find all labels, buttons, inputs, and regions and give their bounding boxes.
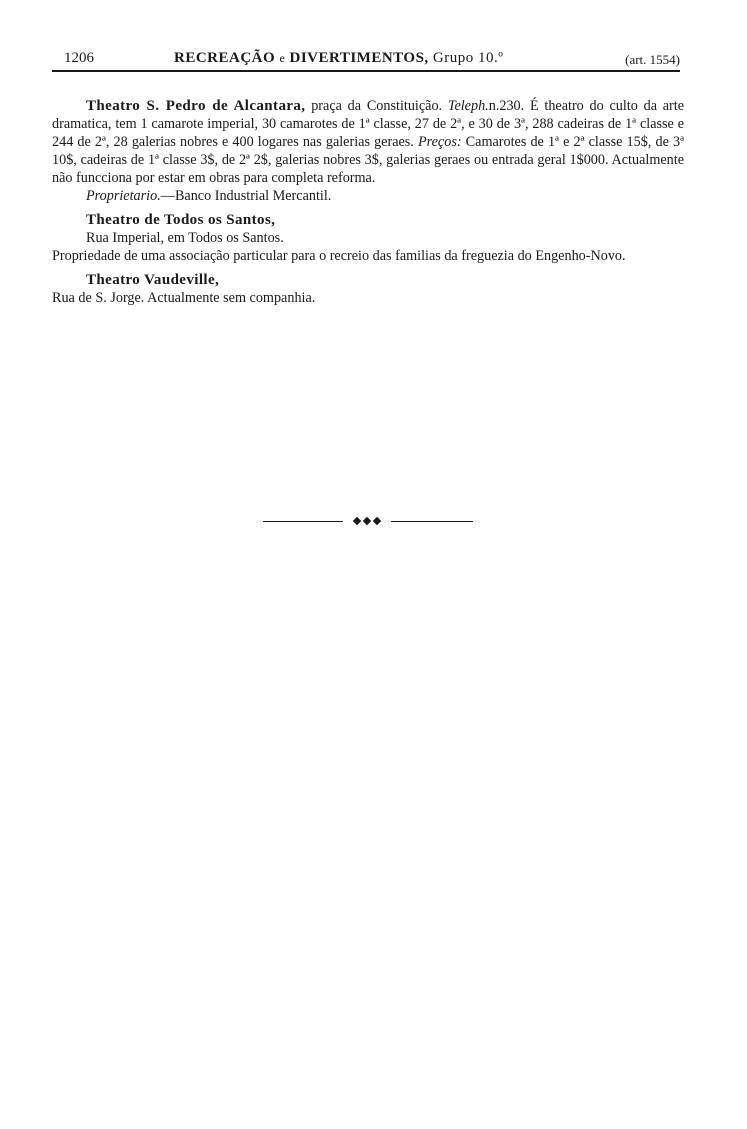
prices-label: Preços: [417,134,462,150]
entry-heading [52,97,684,187]
ornament-dots [343,518,391,526]
entry-name: Theatro de Todos os Santos, [86,212,276,228]
entry-address: Rua Imperial, em Todos os Santos. [86,230,284,246]
proprietor-label: Proprietario. [86,188,161,204]
header-rule [52,70,680,72]
proprietor-name: —Banco Industrial Mercantil. [160,188,332,204]
entry-description: Rua de S. Jorge. Actualmente sem companhia. [52,290,316,306]
entry-name: Theatro S. Pedro de Alcantara, [86,98,306,114]
phone-number: n.230. [488,98,525,114]
section-title [174,48,503,68]
entry-theatro-todos-os-santos [52,211,684,265]
phone-label: Teleph. [447,98,489,114]
section-end-ornament [263,517,473,527]
entry-description: É theatro do culto da arte dramatica, tem 1 camarote imperial, 30 camarotes de 1ª classe, 27 de 2ª, e 30 de 3ª, 288 cadeiras de 1ª classe e 244 de 2ª, 28 galerias nobres e 400 logares nas galerias geraes. [52,98,685,150]
section-title-part1: RECREAÇÃO [174,50,276,66]
entry-theatro-vaudeville [52,271,684,307]
entry-address: praça da Constituição. [305,98,448,114]
page-number: 1206 [64,50,94,66]
entry-name: Theatro Vaudeville, [86,272,220,288]
entry-description: Propriedade de uma associação particular para o recreio das familias da freguezia do Engenho-Novo. [52,248,626,264]
prices-text: Camarotes de 1ª e 2ª classe 15$, de 3ª 10$, cadeiras de 1ª classe 3$, de 2ª 2$, galerias nobres 3$, galerias geraes ou entrada geral 1$000. Actualmente não funcciona por estar em obras para completa reforma. [52,134,684,186]
section-title-part2: DIVERTIMENTOS, [289,50,429,66]
proprietor-line [52,187,684,205]
ornament-dot [363,517,371,525]
entry-theatro-s-pedro [52,97,684,205]
entry-heading [52,271,684,289]
article-number: (art. 1554) [625,52,680,67]
ornament-dot [353,517,361,525]
ornament-dot [373,517,381,525]
body-text [52,97,684,313]
group-label: Grupo 10.º [432,50,504,66]
running-head [52,48,682,70]
entry-heading [52,211,684,229]
section-title-conj: e [279,51,286,65]
